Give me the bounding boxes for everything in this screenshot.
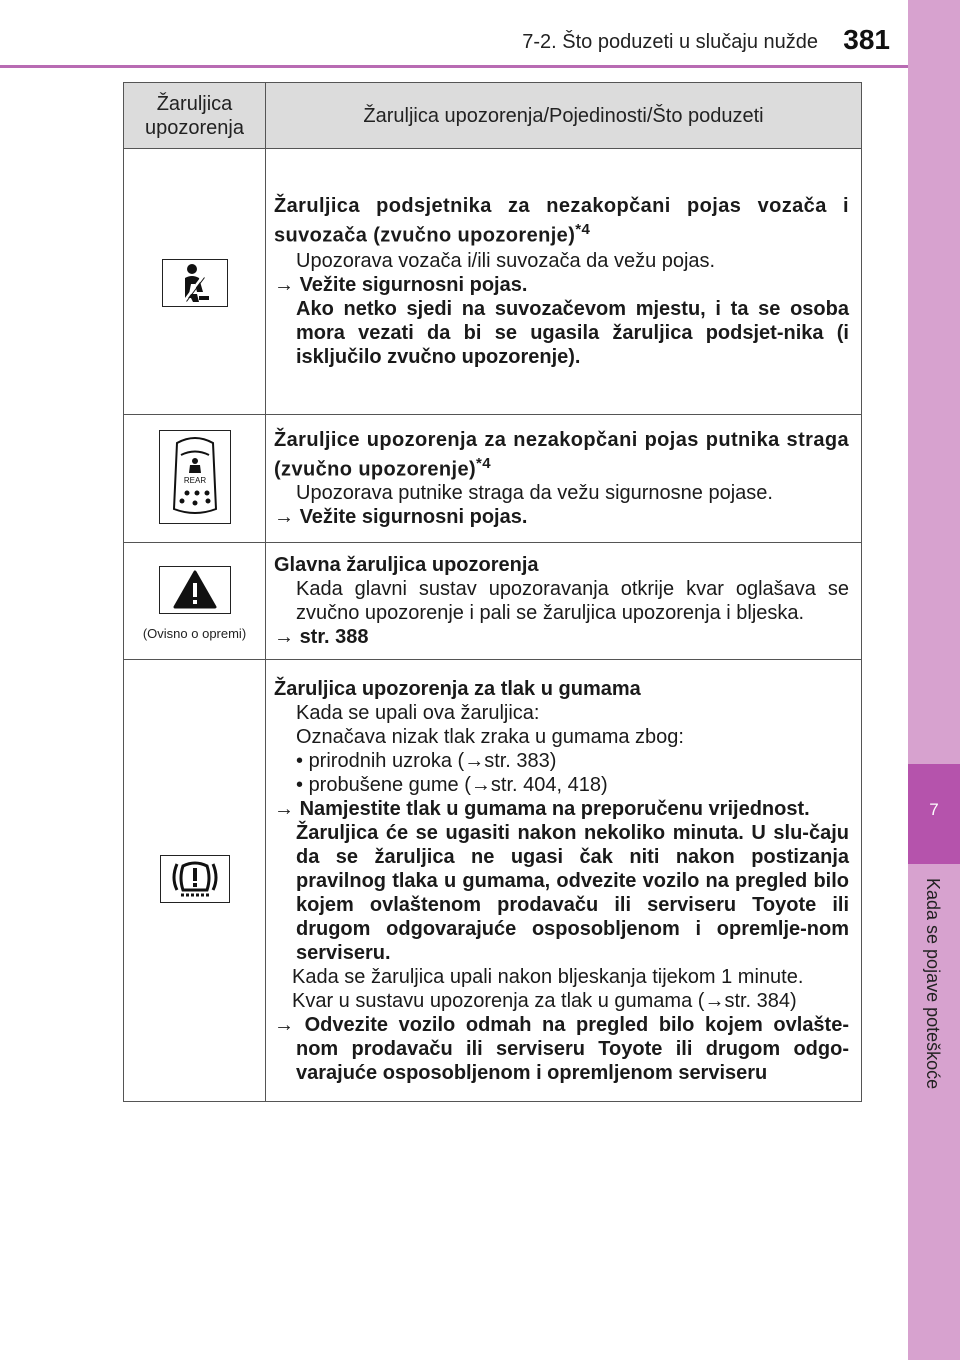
action-text: → str. 388 — [274, 626, 369, 648]
seatbelt-reminder-icon — [162, 259, 228, 307]
table-row — [124, 660, 862, 1102]
icon-cell — [124, 660, 266, 1102]
list-item: • prirodnih uzroka (→str. 383) — [296, 749, 557, 772]
master-warning-icon — [159, 566, 231, 614]
table-row — [124, 543, 862, 660]
details-cell — [266, 660, 862, 1102]
details-cell — [266, 415, 862, 543]
light-description: Kada se žaruljica upali nakon bljeskanja tijekom 1 minute. — [292, 965, 804, 988]
light-description: Upozorava putnike straga da vežu sigurnosne pojase. — [296, 482, 773, 505]
icon-cell — [124, 415, 266, 543]
light-title: Žaruljica podsjetnika za nezakopčani pojas vozača i suvozača (zvučno upozorenje)$^{*4}$ — [274, 194, 849, 247]
list-item: • probušene gume (→str. 404, 418) — [296, 773, 608, 796]
light-description: Označava nizak tlak zraka u gumama zbog: — [296, 725, 684, 748]
action-text: → Vežite sigurnosni pojas. — [274, 506, 528, 529]
action-text: → Odvezite vozilo odmah na pregled bilo kojem ovlašte-nom prodavaču ili serviseru Toyote ili drugom odgo-varajuće osposobljenom i opremljenom serviseru — [274, 1013, 850, 1084]
warning-light-table — [123, 82, 862, 1102]
page-number: 381 — [843, 24, 890, 55]
section-title: 7-2. Što poduzeti u slučaju nužde — [522, 31, 818, 53]
tire-pressure-warning-icon — [160, 855, 230, 903]
table-row — [124, 415, 862, 543]
light-description: Kvar u sustavu upozorenja za tlak u gumama (→str. 384) — [292, 989, 797, 1012]
chapter-side-tab — [908, 0, 960, 1360]
equipment-note: (Ovisno o opremi) — [142, 625, 247, 641]
rear-seatbelt-reminder-icon — [159, 430, 231, 524]
action-continuation: Ako netko sjedi na suvozačevom mjestu, i ta se osoba mora vezati da bi se ugasila žaruljica podsjet-nika (i isključilo zvučno upozorenje). — [296, 298, 849, 369]
light-title: Žaruljice upozorenja za nezakopčani pojas putnika straga (zvučno upozorenje)$^{*4}$ — [274, 428, 849, 481]
light-description: Kada glavni sustav upozoravanja otkrije kvar oglašava se zvučno upozorenje i pali se žaruljica upozorenja i bljeska. — [296, 578, 849, 624]
light-description: Kada se upali ova žaruljica: — [296, 701, 540, 724]
action-text: → Vežite sigurnosni pojas. — [274, 274, 528, 297]
table-row — [124, 149, 862, 415]
action-continuation: Žaruljica će se ugasiti nakon nekoliko minuta. U slu-čaju da se žaruljica ne ugasi čak niti nakon postizanja pravilnog tlaka u gumama, odvezite vozilo na pregled bilo kojem ovlaštenom prodavaču ili serviseru Toyote ili drugom odgovarajuće osposobljenom i opremlje-nom serviseru. — [296, 821, 849, 964]
page-reference-link[interactable]: str. 383) — [484, 749, 557, 772]
rear-icon-label: REAR — [183, 475, 206, 485]
header-divider — [0, 65, 908, 68]
table-header-row — [124, 83, 862, 149]
chapter-title: Kada se pojave poteškoće — [923, 878, 943, 1090]
icon-cell — [124, 543, 266, 660]
details-cell — [266, 543, 862, 660]
details-cell — [266, 149, 862, 415]
page-reference-link[interactable]: str. 384) — [724, 989, 797, 1012]
icon-cell — [124, 149, 266, 415]
page-reference-link[interactable]: str. 404, 418) — [490, 773, 608, 796]
col-header-details: Žaruljica upozorenja/Pojedinosti/Što poduzeti — [266, 83, 862, 149]
light-title: Žaruljica upozorenja za tlak u gumama — [274, 677, 641, 700]
light-title: Glavna žaruljica upozorenja — [274, 554, 539, 576]
col-header-warning-light: Žaruljica upozorenja — [124, 83, 266, 149]
chapter-number: 7 — [929, 800, 939, 819]
action-text: → Namjestite tlak u gumama na preporučenu vrijednost. — [274, 797, 810, 820]
light-description: Upozorava vozača i/ili suvozača da vežu pojas. — [296, 250, 716, 273]
